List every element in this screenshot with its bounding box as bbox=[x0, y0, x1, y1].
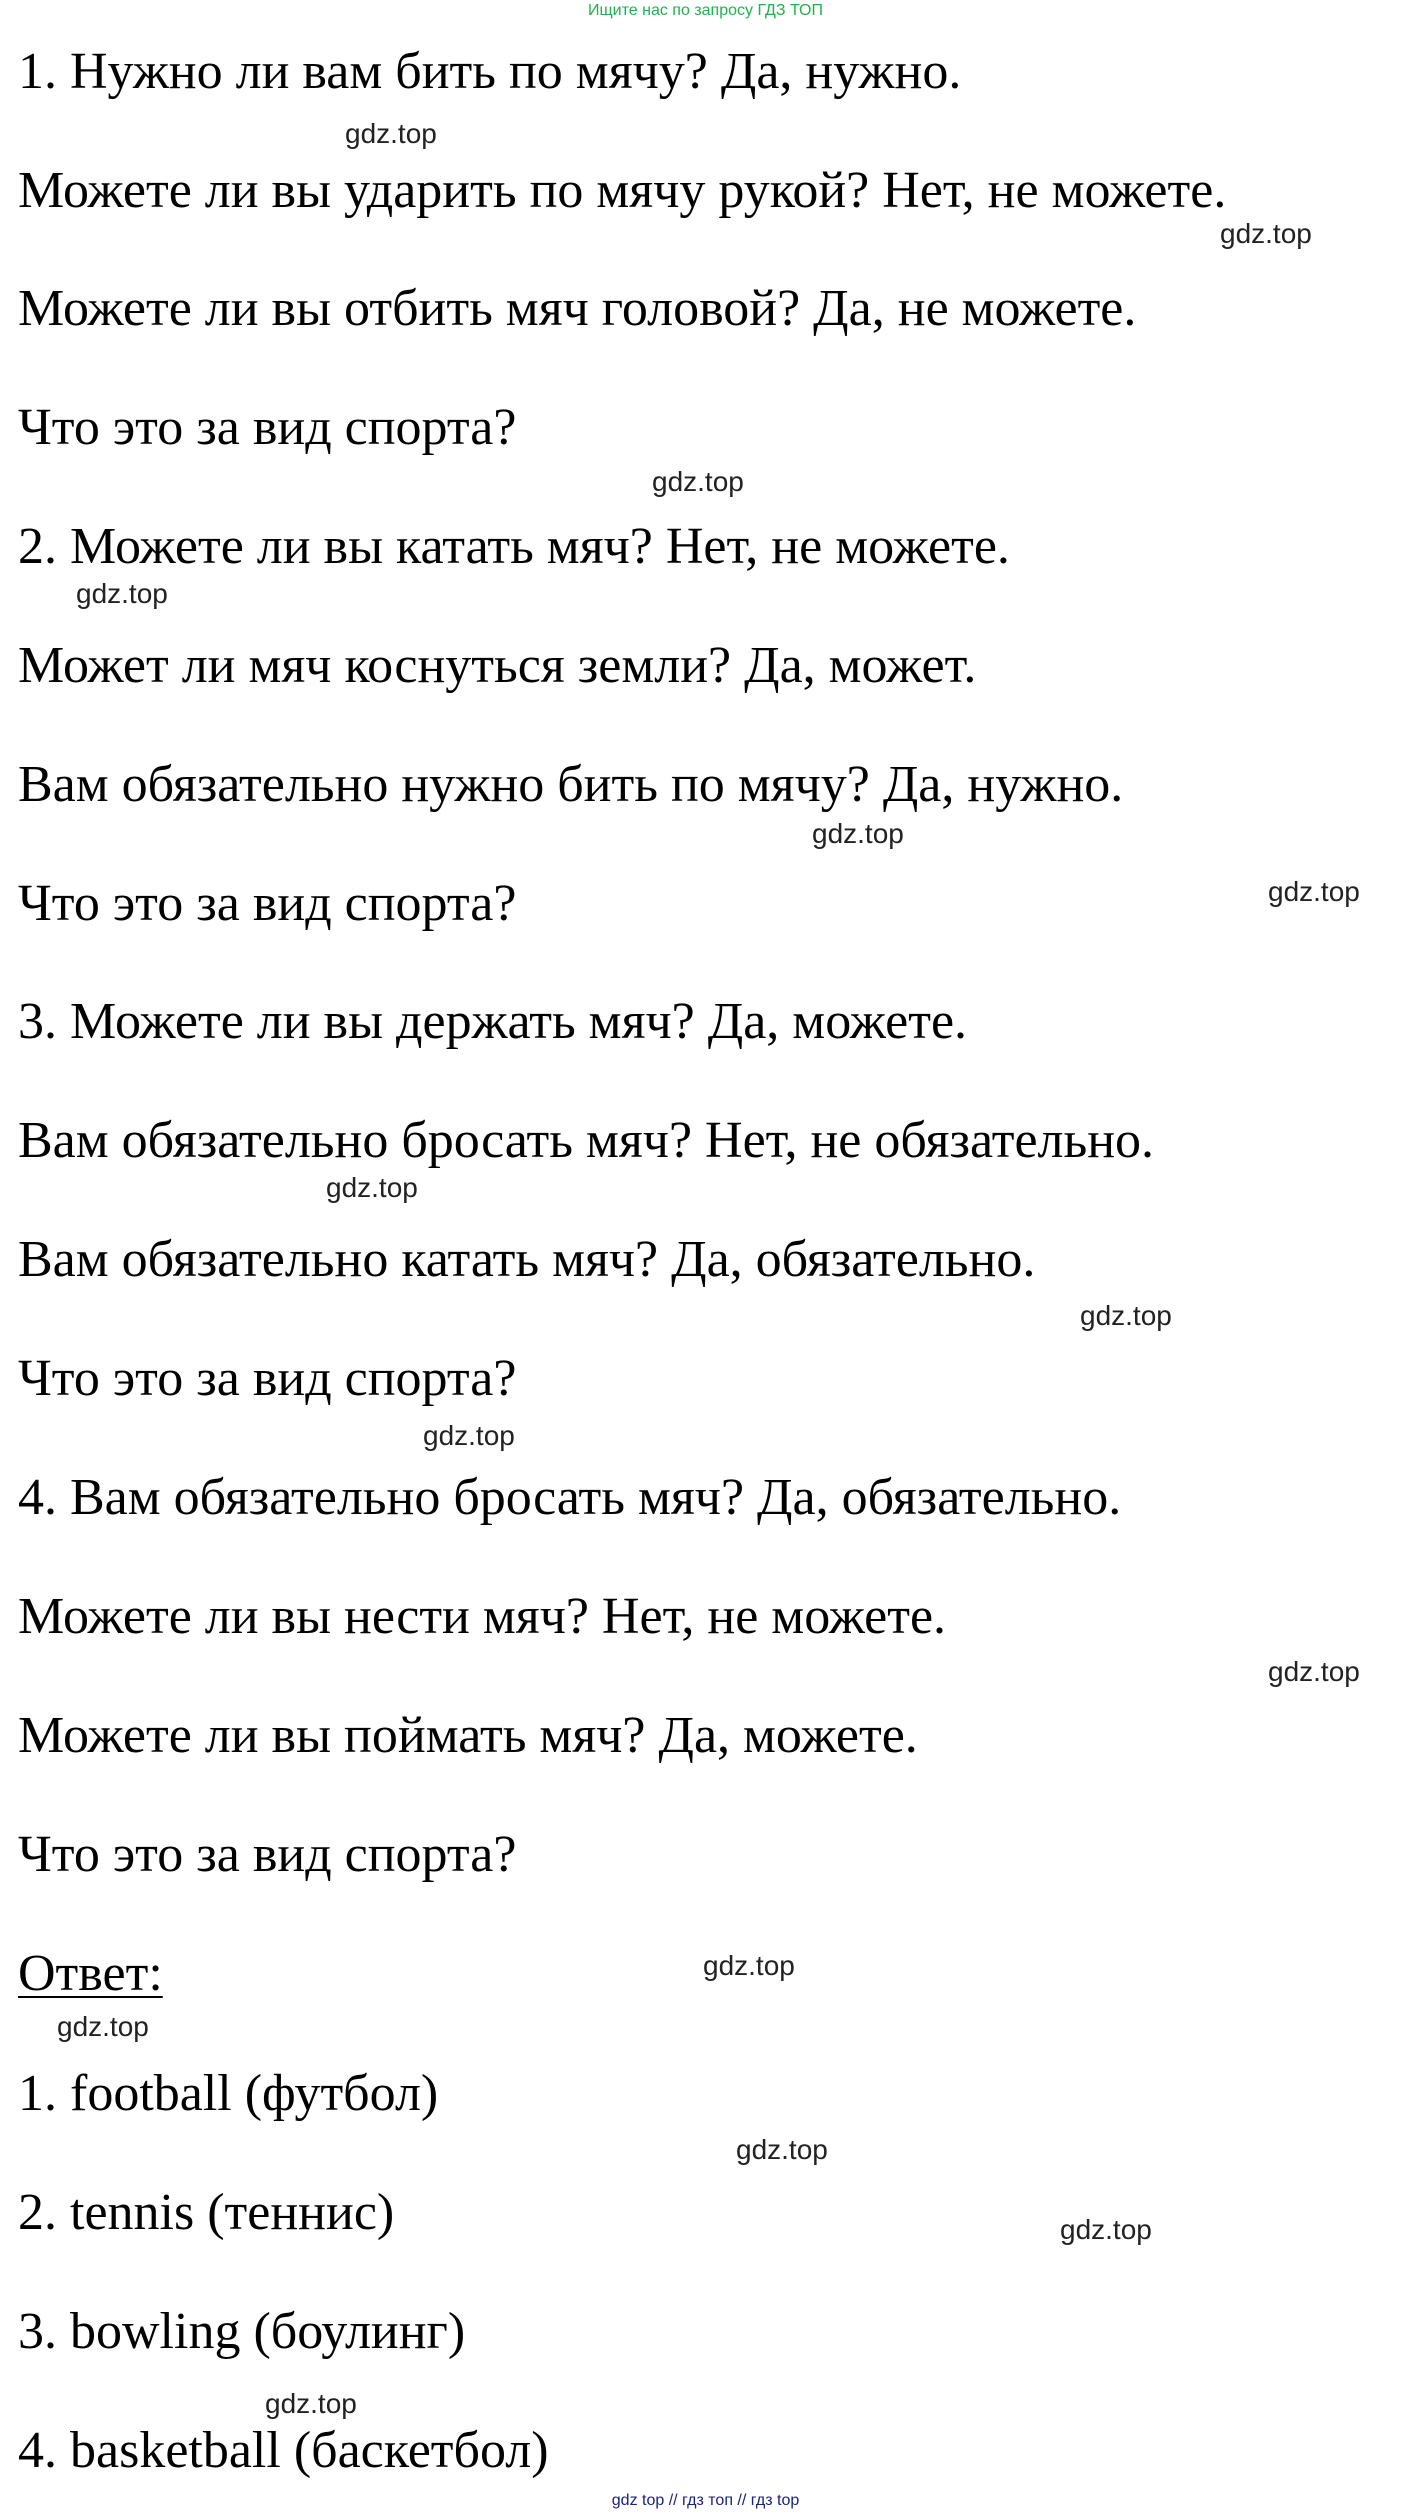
watermark: gdz.top bbox=[812, 818, 904, 849]
answer-item-3: 3. bowling (боулинг) bbox=[18, 2303, 466, 2360]
watermark: gdz.top bbox=[1268, 876, 1360, 907]
watermark: gdz.top bbox=[345, 118, 437, 149]
q1-line4: Что это за вид спорта? bbox=[18, 399, 517, 456]
watermark: gdz.top bbox=[1220, 218, 1312, 249]
search-banner: Ищите нас по запросу ГДЗ ТОП bbox=[588, 2, 823, 19]
watermark: gdz.top bbox=[1268, 1656, 1360, 1687]
answer-title: Ответ: bbox=[18, 1945, 163, 2002]
q2-line3: Вам обязательно нужно бить по мячу? Да, нужно. bbox=[18, 756, 1124, 813]
watermark: gdz.top bbox=[57, 2011, 149, 2042]
q4-line1: 4. Вам обязательно бросать мяч? Да, обязательно. bbox=[18, 1469, 1122, 1526]
q2-line4: Что это за вид спорта? bbox=[18, 875, 517, 932]
watermark: gdz.top bbox=[1080, 1300, 1172, 1331]
watermark: gdz.top bbox=[423, 1420, 515, 1451]
q3-line2: Вам обязательно бросать мяч? Нет, не обязательно. bbox=[18, 1112, 1155, 1169]
watermark: gdz.top bbox=[703, 1950, 795, 1981]
watermark: gdz.top bbox=[265, 2388, 357, 2419]
watermark: gdz.top bbox=[1060, 2214, 1152, 2245]
watermark: gdz.top bbox=[326, 1172, 418, 1203]
footer-watermark: gdz top // гдз топ // гдз top bbox=[611, 2492, 800, 2509]
q3-line4: Что это за вид спорта? bbox=[18, 1350, 517, 1407]
q1-line1: 1. Нужно ли вам бить по мячу? Да, нужно. bbox=[18, 43, 962, 100]
answer-item-2: 2. tennis (теннис) bbox=[18, 2184, 395, 2241]
q3-line3: Вам обязательно катать мяч? Да, обязательно. bbox=[18, 1231, 1036, 1288]
q1-line2: Можете ли вы ударить по мячу рукой? Нет, не можете. bbox=[18, 162, 1227, 219]
q3-line1: 3. Можете ли вы держать мяч? Да, можете. bbox=[18, 993, 968, 1050]
q1-line3: Можете ли вы отбить мяч головой? Да, не можете. bbox=[18, 280, 1137, 337]
q4-line4: Что это за вид спорта? bbox=[18, 1826, 517, 1883]
q2-line1: 2. Можете ли вы катать мяч? Нет, не можете. bbox=[18, 518, 1010, 575]
q4-line3: Можете ли вы поймать мяч? Да, можете. bbox=[18, 1707, 918, 1764]
q4-line2: Можете ли вы нести мяч? Нет, не можете. bbox=[18, 1588, 947, 1645]
answer-item-1: 1. football (футбол) bbox=[18, 2065, 439, 2122]
watermark: gdz.top bbox=[652, 466, 744, 497]
watermark: gdz.top bbox=[736, 2134, 828, 2165]
watermark: gdz.top bbox=[76, 578, 168, 609]
q2-line2: Может ли мяч коснуться земли? Да, может. bbox=[18, 637, 977, 694]
answer-item-4: 4. basketball (баскетбол) bbox=[18, 2422, 549, 2479]
